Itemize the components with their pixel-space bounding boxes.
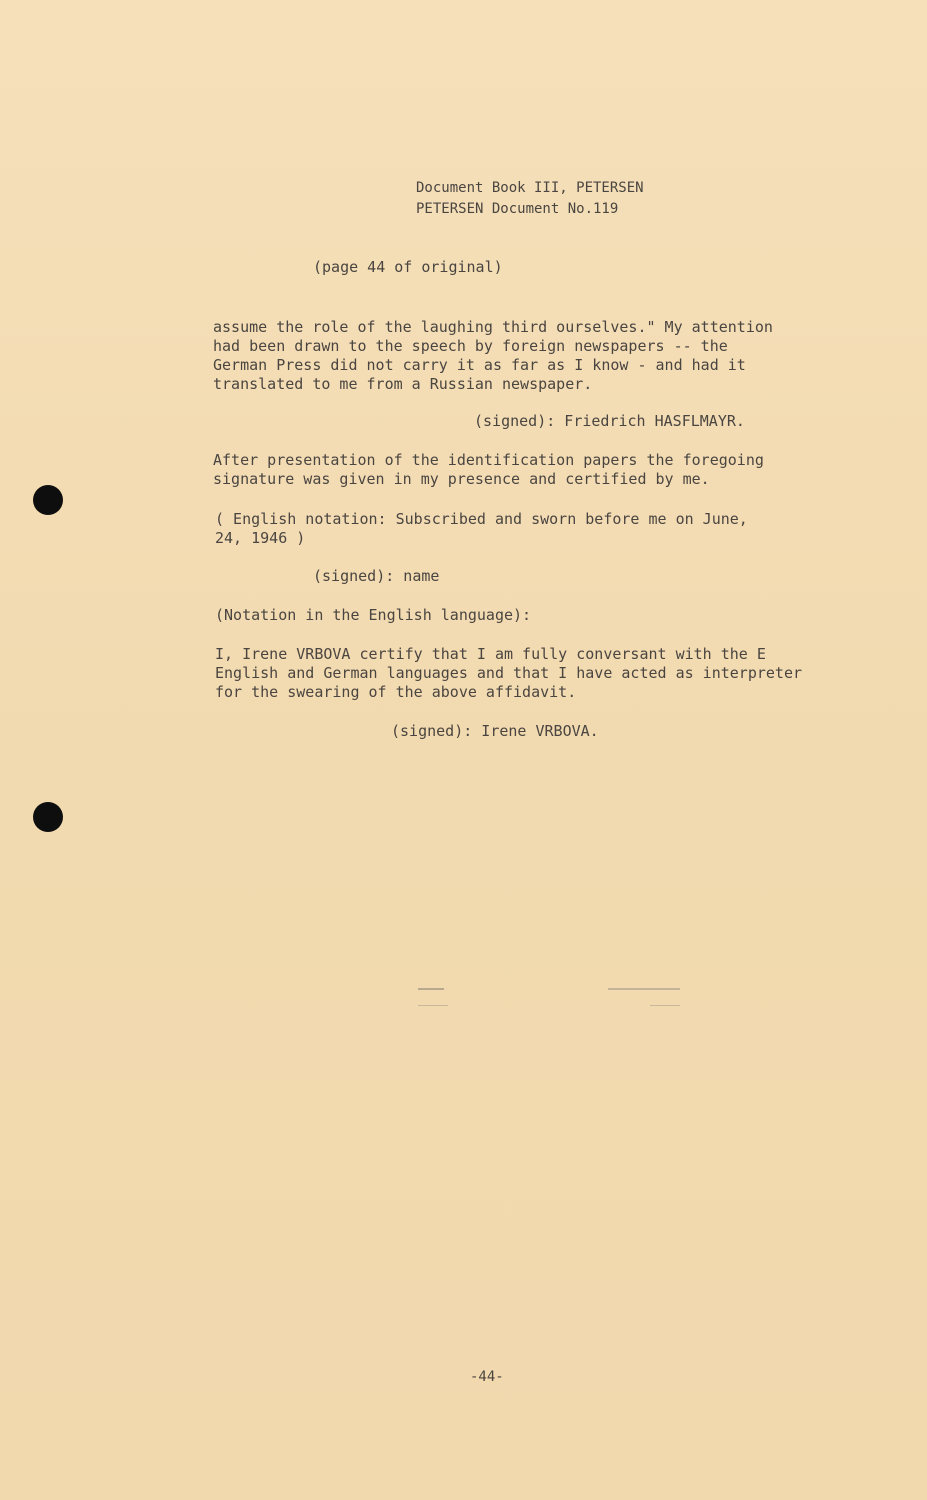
paragraph-line: ( English notation: Subscribed and sworn before me on June,	[215, 510, 748, 528]
bleed-mark	[608, 988, 680, 990]
paragraph-line: After presentation of the identification papers the foregoing	[213, 451, 764, 469]
paragraph-line: for the swearing of the above affidavit.	[215, 683, 577, 701]
punch-hole	[33, 485, 63, 515]
bleed-mark	[418, 1005, 448, 1006]
bleed-mark	[650, 1005, 680, 1006]
paragraph-line: I, Irene VRBOVA certify that I am fully conversant with the E	[215, 645, 766, 663]
paragraph-line: German Press did not carry it as far as I know - and had it	[213, 356, 746, 374]
paragraph-line: signature was given in my presence and certified by me.	[213, 470, 710, 488]
paragraph-line: assume the role of the laughing third ourselves." My attention	[213, 318, 773, 336]
bleed-mark	[418, 988, 444, 990]
header-line-1: Document Book III, PETERSEN	[416, 180, 644, 196]
punch-hole	[33, 802, 63, 832]
signature-vrbova: (signed): Irene VRBOVA.	[391, 722, 599, 740]
paragraph-line: 24, 1946 )	[215, 529, 306, 547]
page-number: -44-	[470, 1369, 504, 1385]
paragraph-line: translated to me from a Russian newspaper.	[213, 375, 593, 393]
header-line-2: PETERSEN Document No.119	[416, 201, 619, 217]
paragraph-line: English and German languages and that I have acted as interpreter	[215, 664, 802, 682]
signature-name: (signed): name	[313, 567, 440, 585]
signature-haselmayr: (signed): Friedrich HASFLMAYR.	[474, 412, 745, 430]
notation-heading: (Notation in the English language):	[215, 606, 532, 624]
page-reference: (page 44 of original)	[313, 258, 503, 276]
paragraph-line: had been drawn to the speech by foreign newspapers -- the	[213, 337, 728, 355]
